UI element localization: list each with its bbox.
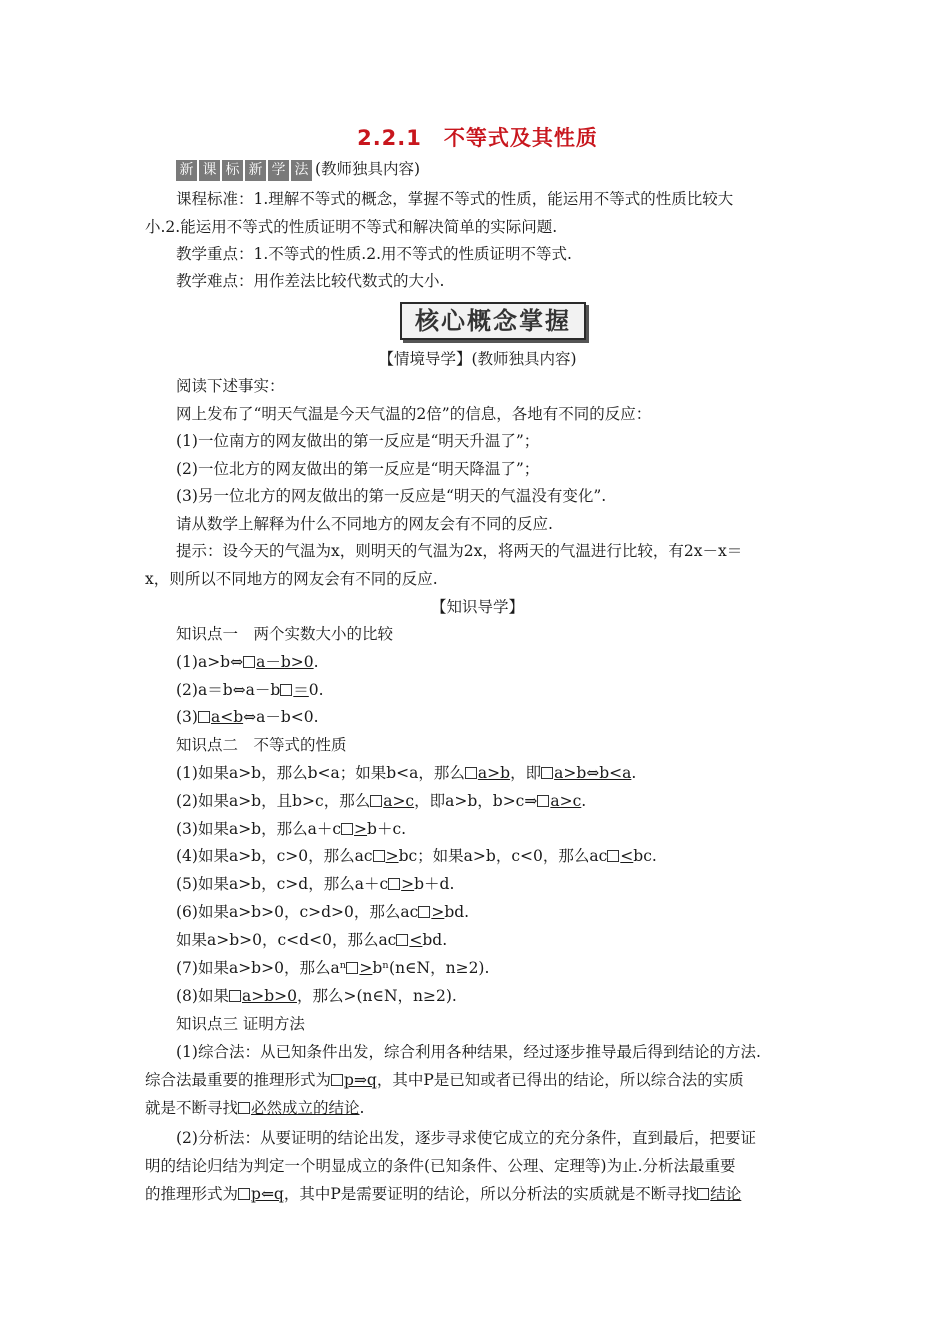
reaction-3: (3)另一位北方的网友做出的第一反应是“明天的气温没有变化”.: [176, 487, 607, 505]
blank-box: [465, 767, 477, 779]
knowledge-point-3: 知识点三 证明方法: [176, 1015, 305, 1033]
blank-box: [198, 711, 210, 723]
property-8: (8)如果 a>b>0，那么>(n∈N，n≥2).: [176, 987, 457, 1005]
compare-2: (2)a＝b⇔a－b ＝0.: [176, 681, 324, 699]
fact-line: 网上发布了“明天气温是今天气温的2倍”的信息，各地有不同的反应：: [176, 405, 652, 423]
reaction-1: (1)一位南方的网友做出的第一反应是“明天升温了”；: [176, 432, 540, 450]
key-point: 教学重点：1.不等式的性质.2.用不等式的性质证明不等式.: [176, 245, 572, 263]
blank-box: [341, 823, 353, 835]
property-5: (5)如果a>b，c>d，那么a＋c >b＋d.: [176, 875, 455, 893]
blank-box: [418, 906, 430, 918]
compare-3: (3) a<b⇔a－b<0.: [176, 708, 319, 726]
blank-box: [243, 656, 255, 668]
reaction-2: (2)一位北方的网友做出的第一反应是“明天降温了”；: [176, 460, 540, 478]
blank-box: [607, 850, 619, 862]
blank-box: [697, 1188, 709, 1200]
method-2-line-2: 明的结论归结为判定一个明显成立的条件(已知条件、公理、定理等)为止.分析法最重要: [145, 1157, 736, 1175]
standard-line-1: 课程标准：1.理解不等式的概念，掌握不等式的性质，能运用不等式的性质比较大: [176, 190, 734, 208]
blank-box: [370, 795, 382, 807]
method-2-line-3: 的推理形式为 p⇐q，其中P是需要证明的结论，所以分析法的实质就是不断寻找 结论: [145, 1185, 742, 1203]
method-1-line-1: (1)综合法：从已知条件出发，综合利用各种结果，经过逐步推导最后得到结论的方法.: [176, 1043, 761, 1061]
standard-line-2: 小.2.能运用不等式的性质证明不等式和解决简单的实际问题.: [145, 218, 558, 236]
compare-1: (1)a>b⇔ a－b>0.: [176, 653, 319, 671]
blank-box: [541, 767, 553, 779]
property-3: (3)如果a>b，那么a＋c >b＋c.: [176, 820, 407, 838]
blank-box: [238, 1188, 250, 1200]
question-line: 请从数学上解释为什么不同地方的网友会有不同的反应.: [176, 515, 553, 533]
property-1: (1)如果a>b，那么b<a；如果b<a，那么 a>b，即 a>b⇔b<a.: [176, 764, 637, 782]
core-concept-banner: 核心概念掌握: [400, 302, 586, 340]
header-note: (教师独具内容): [315, 160, 421, 178]
property-7: (7)如果a>b>0，那么aⁿ >bⁿ(n∈N，n≥2).: [176, 959, 490, 977]
blank-box: [537, 795, 549, 807]
hint-line-1: 提示：设今天的气温为x，则明天的气温为2x，将两天的气温进行比较，有2x－x＝: [176, 542, 743, 560]
property-4: (4)如果a>b，c>0，那么ac >bc；如果a>b，c<0，那么ac <bc.: [176, 847, 657, 865]
knowledge-point-1: 知识点一 两个实数大小的比较: [176, 625, 394, 643]
method-1-line-2: 综合法最重要的推理形式为 p⇒q，其中P是已知或者已得出的结论，所以综合法的实质: [145, 1071, 744, 1089]
read-line: 阅读下述事实：: [176, 377, 285, 395]
page-title: 2.2.1 不等式及其性质: [357, 126, 598, 150]
property-6b: 如果a>b>0，c<d<0，那么ac <bd.: [176, 931, 448, 949]
blank-box: [388, 878, 400, 890]
blank-box: [331, 1074, 343, 1086]
property-2: (2)如果a>b，且b>c，那么 a>c，即a>b，b>c⇒ a>c.: [176, 792, 587, 810]
blank-box: [346, 962, 358, 974]
blank-box: [373, 850, 385, 862]
header-boxes: 新 课 标 新 学 法: [176, 160, 312, 181]
section-header: [176, 158, 420, 181]
knowledge-heading: 【知识导学】: [430, 598, 524, 616]
blank-box: [396, 934, 408, 946]
property-6: (6)如果a>b>0，c>d>0，那么ac >bd.: [176, 903, 470, 921]
difficulty: 教学难点：用作差法比较代数式的大小.: [176, 272, 445, 290]
method-2-line-1: (2)分析法：从要证明的结论出发，逐步寻求使它成立的充分条件，直到最后，把要证: [176, 1129, 756, 1147]
blank-box: [280, 684, 292, 696]
knowledge-point-2: 知识点二 不等式的性质: [176, 736, 347, 754]
method-1-line-3: 就是不断寻找 必然成立的结论.: [145, 1099, 365, 1117]
blank-box: [238, 1102, 250, 1114]
situation-heading: 【情境导学】(教师独具内容): [378, 350, 577, 368]
hint-line-2: x，则所以不同地方的网友会有不同的反应.: [145, 570, 438, 588]
blank-box: [229, 990, 241, 1002]
